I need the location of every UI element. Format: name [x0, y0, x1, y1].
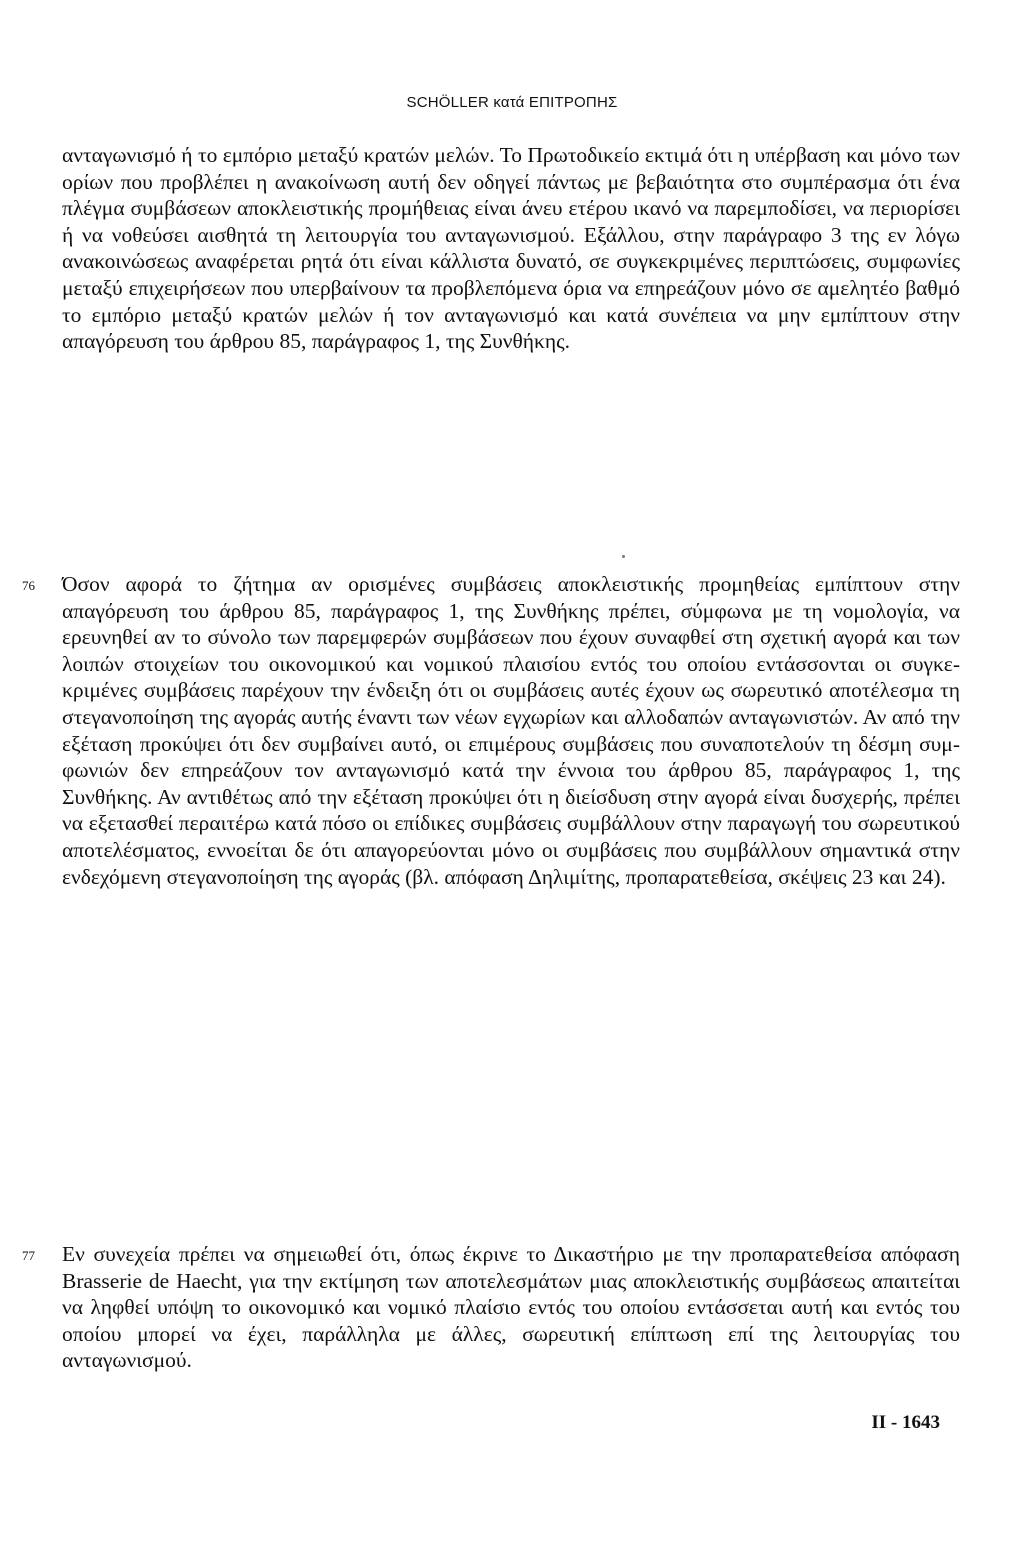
paragraph-76: Όσον αφορά το ζήτημα αν ορισμένες συμβάσεις αποκλειστικής προμηθείας εμπίπτουν στην απαγόρευση του άρθρου 85, παράγραφος 1, της Συνθήκης πρέπει, σύμφωνα με τη νομολογία, να ερευνηθεί αν το σύνολο των παρεμφερών συμβάσεων που έχουν συναφθεί στη σχετική αγορά και των λοιπών στοιχείων του οικονομικού και νομικού πλαισίου εντός του οποίου εντάσσονται οι συγκεκριμένες συμβάσεις παρέχουν την ένδειξη ότι οι συμβάσεις αυτές έχουν ως σωρευτικό αποτέλεσμα τη στεγανοποίηση της αγοράς αυτής έναντι των νέων εγχωρίων και αλλοδαπών ανταγωνιστών. Αν από την εξέταση προκύψει ότι δεν συμβαίνει αυτό, οι επιμέρους συμβάσεις που συναποτελούν τη δέσμη συμφωνιών δεν επηρεάζουν τον ανταγωνισμό κατά την έννοια του άρθρου 85, παράγραφος 1, της Συνθήκης. Αν αντιθέτως από την εξέταση προκύψει ότι η διείσδυση στην αγορά είναι δυσχερής, πρέπει να εξετασθεί περαιτέρω κατά πόσο οι επίδικες συμβάσεις συμβάλλουν στην παραγωγή του σωρευτικού αποτελέσματος, εννοείται δε ότι απαγορεύονται μόνο οι συμβάσεις που συμβάλλουν σημαντικά στην ενδεχόμενη στεγανοποίηση της αγοράς (βλ. απόφαση Δηλιμίτης, προπαρατεθείσα, σκέψεις 23 και 24). [62, 572, 960, 889]
page-number: II - 1643 [871, 1412, 940, 1433]
paragraph-77: Εν συνεχεία πρέπει να σημειωθεί ότι, όπως έκρινε το Δικαστήριο με την προπαρατεθείσα απόφαση Brasserie de Haecht, για την εκτίμηση των αποτελεσμάτων μιας αποκλειστικής συμβάσεως απαιτείται να ληφθεί υπόψη το οικονομικό και νομικό πλαίσιο εντός του οποίου εντάσσεται αυτή και εντός του οποίου μπορεί να έχει, παράλληλα με άλλες, σωρευτική επίπτωση επί της λειτουργίας του ανταγωνισμού. [62, 1242, 960, 1373]
paragraph-number-76: 76 [22, 578, 35, 593]
scan-speck [622, 555, 625, 558]
paragraph-75-continuation: ανταγωνισμό ή το εμπόριο μεταξύ κρατών μελών. Το Πρωτοδικείο εκτιμά ότι η υπέρβαση και μόνο των ορίων που προβλέπει η ανακοίνωση αυτή δεν οδηγεί πάντως με βεβαιότητα στο συμπέρασμα ότι ένα πλέγμα συμβάσεων αποκλειστικής προμήθειας είναι άνευ ετέρου ικανό να παρεμποδίσει, να περιορίσει ή να νοθεύσει αισθητά τη λειτουργία του ανταγωνισμού. Εξάλλου, στην παράγραφο 3 της εν λόγω ανακοινώσεως αναφέρεται ρητά ότι είναι κάλλιστα δυνατό, σε συγκεκριμένες περιπτώσεις, συμφωνίες μεταξύ επιχειρήσεων που υπερβαίνουν τα προβλεπόμενα όρια να επηρεάζουν μόνο σε αμελητέο βαθμό το εμπόριο μεταξύ κρατών μελών ή τον ανταγωνισμό και κατά συνέπεια να μην εμπίπτουν στην απαγόρευση του άρθρου 85, παράγραφος 1, της Συνθήκης. [62, 143, 960, 354]
running-header: SCHÖLLER κατά ΕΠΙΤΡΟΠΗΣ [406, 94, 618, 111]
paragraph-number-77: 77 [22, 1248, 35, 1263]
